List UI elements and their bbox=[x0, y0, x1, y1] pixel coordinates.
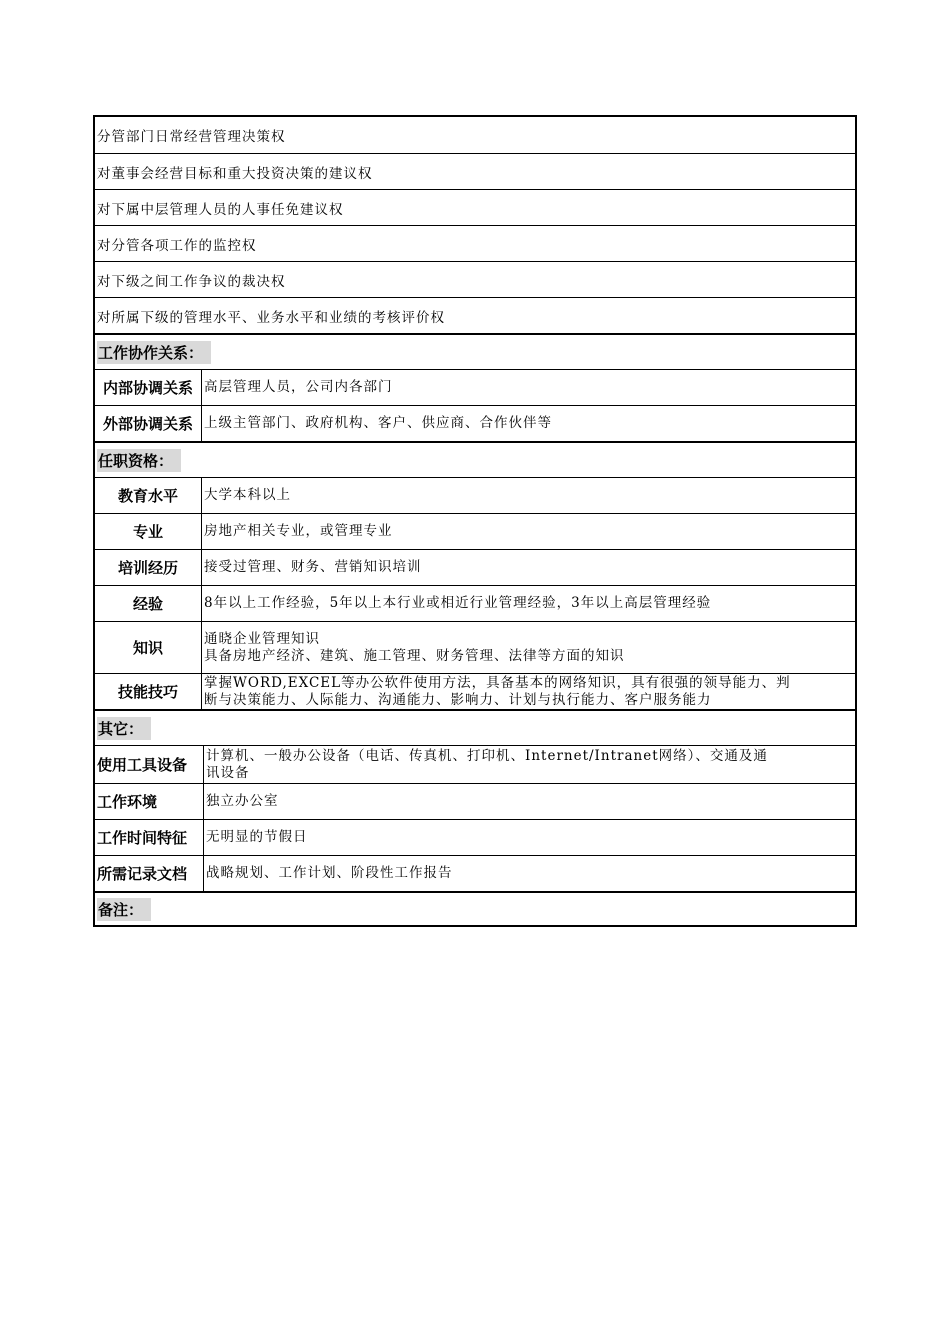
row-value: 上级主管部门、政府机构、客户、供应商、合作伙伴等 bbox=[204, 415, 552, 431]
authority-row bbox=[95, 153, 855, 189]
authority-row bbox=[95, 297, 855, 333]
section-header-other bbox=[95, 709, 855, 745]
section-header-remarks bbox=[95, 891, 855, 925]
section-title: 工作协作关系： bbox=[97, 341, 211, 364]
row-value-line: 断与决策能力、人际能力、沟通能力、影响力、计划与执行能力、客户服务能力 bbox=[204, 691, 712, 708]
authority-text: 对下属中层管理人员的人事任免建议权 bbox=[97, 201, 344, 218]
authority-row bbox=[95, 117, 855, 153]
row-value: 大学本科以上 bbox=[204, 487, 291, 503]
table-row bbox=[95, 513, 855, 549]
row-value-line: 具备房地产经济、建筑、施工管理、财务管理、法律等方面的知识 bbox=[204, 647, 625, 664]
row-label: 专业 bbox=[95, 514, 202, 549]
row-label: 经验 bbox=[95, 586, 202, 621]
row-value: 战略规划、工作计划、阶段性工作报告 bbox=[206, 865, 453, 881]
table-row bbox=[95, 673, 855, 709]
row-value: 无明显的节假日 bbox=[206, 829, 308, 845]
table-row bbox=[95, 783, 855, 819]
table-row bbox=[95, 819, 855, 855]
table-row bbox=[95, 745, 855, 783]
row-label: 工作时间特征 bbox=[95, 820, 204, 855]
section-title: 任职资格： bbox=[97, 449, 181, 472]
table-row bbox=[95, 585, 855, 621]
section-header-qualifications bbox=[95, 441, 855, 477]
table-row bbox=[95, 621, 855, 673]
row-value: 高层管理人员，公司内各部门 bbox=[204, 379, 393, 395]
row-value-line: 计算机、一般办公设备（电话、传真机、打印机、Internet/Intranet网络）、交通及通 bbox=[206, 747, 768, 764]
authority-text: 对所属下级的管理水平、业务水平和业绩的考核评价权 bbox=[97, 309, 445, 326]
table-row bbox=[95, 369, 855, 405]
authority-row bbox=[95, 189, 855, 225]
row-label: 所需记录文档 bbox=[95, 856, 204, 891]
row-value-line: 通晓企业管理知识 bbox=[204, 630, 320, 647]
row-value: 接受过管理、财务、营销知识培训 bbox=[204, 559, 422, 575]
authority-text: 对下级之间工作争议的裁决权 bbox=[97, 273, 286, 290]
authority-text: 对分管各项工作的监控权 bbox=[97, 237, 257, 254]
row-label: 知识 bbox=[95, 622, 202, 673]
authority-row bbox=[95, 225, 855, 261]
job-description-table bbox=[93, 115, 857, 927]
table-row bbox=[95, 549, 855, 585]
authority-row bbox=[95, 261, 855, 297]
section-header-cooperation bbox=[95, 333, 855, 369]
authority-text: 对董事会经营目标和重大投资决策的建议权 bbox=[97, 165, 373, 182]
row-value: 8年以上工作经验，5年以上本行业或相近行业管理经验，3年以上高层管理经验 bbox=[204, 595, 712, 611]
row-label: 外部协调关系 bbox=[95, 406, 202, 441]
row-value-line: 讯设备 bbox=[206, 764, 250, 781]
row-value-line: 掌握WORD,EXCEL等办公软件使用方法，具备基本的网络知识，具有很强的领导能力、判 bbox=[204, 674, 791, 691]
section-title: 备注： bbox=[97, 898, 151, 921]
row-label: 工作环境 bbox=[95, 784, 204, 819]
row-value: 独立办公室 bbox=[206, 793, 279, 809]
row-value: 房地产相关专业，或管理专业 bbox=[204, 523, 393, 539]
table-row bbox=[95, 405, 855, 441]
table-row bbox=[95, 477, 855, 513]
row-label: 教育水平 bbox=[95, 478, 202, 513]
section-title: 其它： bbox=[97, 717, 151, 740]
row-label: 使用工具设备 bbox=[95, 746, 204, 783]
row-label: 培训经历 bbox=[95, 550, 202, 585]
authority-text: 分管部门日常经营管理决策权 bbox=[97, 129, 286, 145]
row-label: 内部协调关系 bbox=[95, 370, 202, 405]
row-label: 技能技巧 bbox=[95, 674, 202, 709]
table-row bbox=[95, 855, 855, 891]
